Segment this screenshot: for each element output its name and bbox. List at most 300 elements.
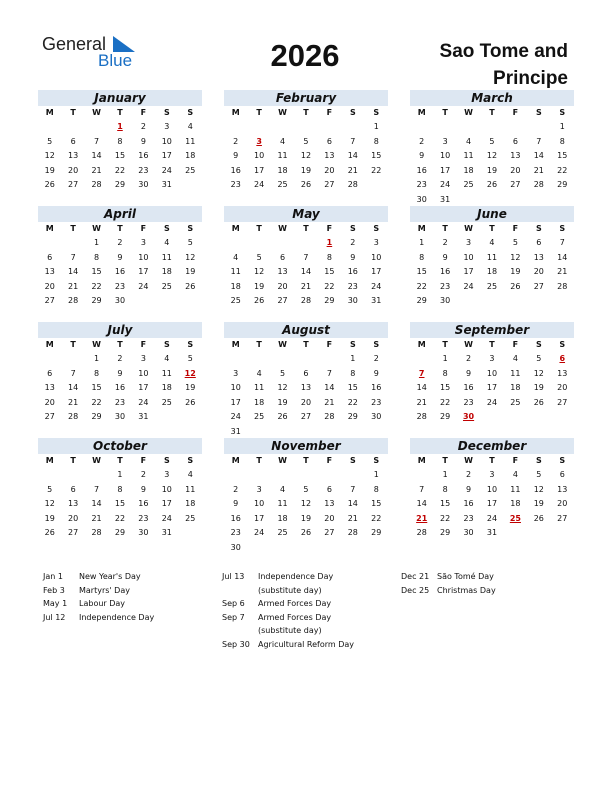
day-cell: 11 xyxy=(185,136,196,146)
holiday-date: Jul 12 xyxy=(43,612,66,622)
empty-cell xyxy=(61,236,84,251)
day-cell: 24 xyxy=(486,397,498,407)
weekday-label: W xyxy=(464,340,473,349)
day-cell: 21 xyxy=(557,267,568,276)
weekday-label: W xyxy=(278,340,287,349)
holiday-name: Armed Forces Day (substitute day) xyxy=(258,612,332,635)
holiday-column xyxy=(222,570,372,651)
day-cell: 20 xyxy=(44,397,55,407)
day-cell: 19 xyxy=(510,267,521,276)
day-cell: 5 xyxy=(47,484,53,494)
empty-cell xyxy=(294,120,317,135)
holiday-date: Dec 25 xyxy=(401,585,430,595)
day-cell: 29 xyxy=(347,412,358,421)
day-cell: 15 xyxy=(440,383,451,392)
day-cell: 21 xyxy=(91,165,102,175)
day-cell: 16 xyxy=(138,499,149,508)
day-cell: 16 xyxy=(371,383,382,392)
day-cell: 1 xyxy=(559,122,565,131)
day-cell: 24 xyxy=(254,180,265,189)
empty-cell xyxy=(294,468,317,483)
day-cell: 4 xyxy=(233,252,239,262)
day-cell: 30 xyxy=(440,296,451,305)
month-april xyxy=(38,206,202,309)
day-cell: 27 xyxy=(277,296,288,305)
holiday-name: Independence Day (substitute day) xyxy=(258,572,334,595)
day-cell: 25 xyxy=(230,296,241,305)
day-cell: 14 xyxy=(68,383,79,392)
month-july xyxy=(38,322,202,425)
day-cell: 17 xyxy=(440,165,451,175)
day-cell: 30 xyxy=(347,296,358,305)
day-cell: 9 xyxy=(117,252,123,262)
holiday-date: May 1 xyxy=(43,599,68,608)
holiday-name: Armed Forces Day xyxy=(258,599,332,608)
weekday-label: T xyxy=(256,340,262,349)
day-cell: 16 xyxy=(230,165,241,175)
day-cell: 20 xyxy=(533,267,544,276)
day-cell: 20 xyxy=(510,165,521,175)
holiday-day-cell: 25 xyxy=(509,513,521,523)
day-cell: 14 xyxy=(68,267,79,276)
weekday-label: M xyxy=(45,340,54,349)
weekday-label: F xyxy=(140,224,147,233)
weekday-label: S xyxy=(163,224,170,233)
day-cell: 23 xyxy=(138,513,149,523)
day-cell: 27 xyxy=(44,296,55,305)
day-cell: 25 xyxy=(486,281,498,291)
day-cell: 6 xyxy=(303,368,309,378)
day-cell: 7 xyxy=(94,136,100,146)
day-cell: 13 xyxy=(324,151,335,160)
day-cell: 11 xyxy=(254,383,265,392)
day-cell: 12 xyxy=(533,484,544,494)
day-cell: 3 xyxy=(140,238,146,247)
day-cell: 8 xyxy=(94,252,100,262)
month-days-grid xyxy=(38,106,202,193)
day-cell: 14 xyxy=(533,151,544,160)
day-cell: 15 xyxy=(371,499,382,508)
day-cell: 20 xyxy=(324,165,335,175)
weekday-label: T xyxy=(70,456,76,465)
empty-cell xyxy=(457,120,480,135)
empty-cell xyxy=(294,352,317,367)
day-cell: 20 xyxy=(557,499,568,508)
day-cell: 5 xyxy=(187,238,193,247)
day-cell: 3 xyxy=(373,238,379,247)
month-header: February xyxy=(224,90,388,106)
day-cell: 11 xyxy=(463,151,474,160)
day-cell: 15 xyxy=(347,383,358,392)
month-header: September xyxy=(410,322,574,338)
holiday-entry xyxy=(401,570,561,584)
day-cell: 27 xyxy=(510,180,521,189)
day-cell: 29 xyxy=(324,296,335,305)
day-cell: 11 xyxy=(161,252,172,262)
day-cell: 28 xyxy=(68,296,79,305)
day-cell: 12 xyxy=(510,252,521,262)
day-cell: 11 xyxy=(161,368,172,378)
day-cell: 28 xyxy=(324,412,335,421)
day-cell: 9 xyxy=(373,368,379,378)
day-cell: 15 xyxy=(114,151,126,160)
day-cell: 12 xyxy=(277,383,288,392)
weekday-label: S xyxy=(535,108,542,117)
empty-cell xyxy=(318,120,341,135)
day-cell: 8 xyxy=(419,252,425,262)
day-cell: 3 xyxy=(256,484,262,494)
empty-cell xyxy=(410,352,433,367)
day-cell: 18 xyxy=(486,267,498,276)
day-cell: 9 xyxy=(233,499,239,508)
day-cell: 23 xyxy=(230,180,241,189)
day-cell: 8 xyxy=(559,136,565,146)
day-cell: 18 xyxy=(510,499,521,508)
weekday-label: W xyxy=(464,108,473,117)
day-cell: 29 xyxy=(440,412,451,421)
day-cell: 22 xyxy=(114,165,126,175)
day-cell: 8 xyxy=(117,484,123,494)
day-cell: 13 xyxy=(510,151,521,160)
weekday-label: T xyxy=(70,224,76,233)
day-cell: 23 xyxy=(371,397,382,407)
day-cell: 19 xyxy=(533,383,544,392)
day-cell: 4 xyxy=(280,136,286,146)
weekday-label: S xyxy=(187,108,194,117)
holiday-name: Independence Day xyxy=(79,612,155,622)
day-cell: 6 xyxy=(326,136,332,146)
day-cell: 16 xyxy=(463,499,474,508)
empty-cell xyxy=(271,468,294,483)
day-cell: 21 xyxy=(533,165,544,175)
day-cell: 21 xyxy=(68,397,79,407)
day-cell: 9 xyxy=(117,368,123,378)
weekday-label: S xyxy=(349,456,356,465)
logo-triangle-icon xyxy=(113,36,135,52)
day-cell: 10 xyxy=(161,484,172,494)
weekday-label: M xyxy=(417,108,426,117)
weekday-label: W xyxy=(278,108,287,117)
day-cell: 11 xyxy=(230,267,241,276)
empty-cell xyxy=(247,468,270,483)
day-cell: 29 xyxy=(416,296,427,305)
weekday-label: M xyxy=(45,224,54,233)
day-cell: 4 xyxy=(187,470,193,479)
empty-cell xyxy=(38,352,61,367)
weekday-label: F xyxy=(326,340,333,349)
day-cell: 2 xyxy=(117,238,123,247)
day-cell: 6 xyxy=(47,252,53,262)
month-header: March xyxy=(410,90,574,106)
day-cell: 2 xyxy=(233,136,239,146)
day-cell: 9 xyxy=(442,252,448,262)
day-cell: 8 xyxy=(350,368,356,378)
day-cell: 12 xyxy=(185,252,196,262)
day-cell: 13 xyxy=(44,267,55,276)
day-cell: 30 xyxy=(230,542,241,552)
day-cell: 27 xyxy=(68,528,79,537)
day-cell: 7 xyxy=(350,136,356,146)
day-cell: 16 xyxy=(440,267,451,276)
day-cell: 2 xyxy=(442,238,448,247)
day-cell: 14 xyxy=(416,383,427,392)
weekday-label: M xyxy=(417,340,426,349)
day-cell: 11 xyxy=(277,151,288,160)
day-cell: 14 xyxy=(300,267,312,276)
day-cell: 27 xyxy=(300,412,312,421)
day-cell: 9 xyxy=(419,151,425,160)
day-cell: 2 xyxy=(419,136,425,146)
day-cell: 24 xyxy=(161,513,172,523)
day-cell: 30 xyxy=(114,296,126,305)
day-cell: 14 xyxy=(324,383,335,392)
day-cell: 10 xyxy=(230,383,241,392)
day-cell: 6 xyxy=(70,136,76,146)
day-cell: 25 xyxy=(277,528,288,537)
day-cell: 15 xyxy=(371,151,382,160)
day-cell: 19 xyxy=(277,397,288,407)
day-cell: 26 xyxy=(510,281,521,291)
day-cell: 24 xyxy=(486,513,498,523)
day-cell: 17 xyxy=(161,499,172,508)
day-cell: 25 xyxy=(185,165,196,175)
weekday-label: F xyxy=(326,456,333,465)
day-cell: 7 xyxy=(419,484,425,494)
weekday-label: W xyxy=(92,108,101,117)
empty-cell xyxy=(224,120,247,135)
day-cell: 6 xyxy=(326,484,332,494)
day-cell: 6 xyxy=(47,368,53,378)
day-cell: 9 xyxy=(233,151,239,160)
day-cell: 18 xyxy=(161,267,172,276)
day-cell: 10 xyxy=(463,252,474,262)
day-cell: 28 xyxy=(416,528,427,537)
holiday-entry xyxy=(222,570,372,597)
month-days-grid xyxy=(38,222,202,309)
day-cell: 17 xyxy=(254,165,265,175)
weekday-label: S xyxy=(535,456,542,465)
weekday-label: F xyxy=(326,108,333,117)
weekday-label: S xyxy=(535,224,542,233)
weekday-label: S xyxy=(559,456,566,465)
day-cell: 8 xyxy=(117,136,123,146)
day-cell: 15 xyxy=(324,267,335,276)
day-cell: 1 xyxy=(117,470,123,479)
month-november xyxy=(224,438,388,555)
empty-cell xyxy=(61,468,84,483)
weekday-label: S xyxy=(559,340,566,349)
day-cell: 3 xyxy=(233,368,239,378)
weekday-label: M xyxy=(231,108,240,117)
weekday-label: W xyxy=(278,224,287,233)
month-may xyxy=(224,206,388,309)
holiday-column xyxy=(43,570,203,624)
day-cell: 7 xyxy=(94,484,100,494)
day-cell: 7 xyxy=(303,252,309,262)
day-cell: 24 xyxy=(463,281,474,291)
day-cell: 13 xyxy=(68,151,79,160)
day-cell: 13 xyxy=(557,484,568,494)
day-cell: 7 xyxy=(326,368,332,378)
day-cell: 11 xyxy=(510,368,521,378)
day-cell: 13 xyxy=(277,267,288,276)
day-cell: 6 xyxy=(512,136,518,146)
holiday-date: Feb 3 xyxy=(43,585,65,595)
day-cell: 1 xyxy=(442,470,448,479)
weekday-label: W xyxy=(92,340,101,349)
day-cell: 27 xyxy=(557,513,568,523)
day-cell: 30 xyxy=(463,528,474,537)
day-cell: 17 xyxy=(463,267,474,276)
day-cell: 1 xyxy=(442,354,448,363)
day-cell: 26 xyxy=(300,528,312,537)
day-cell: 25 xyxy=(510,397,521,407)
day-cell: 14 xyxy=(347,151,358,160)
day-cell: 1 xyxy=(419,238,425,247)
day-cell: 28 xyxy=(533,180,544,189)
day-cell: 9 xyxy=(466,484,472,494)
day-cell: 30 xyxy=(371,412,382,421)
day-cell: 18 xyxy=(254,397,265,407)
day-cell: 19 xyxy=(486,165,498,175)
day-cell: 27 xyxy=(68,180,79,189)
day-cell: 30 xyxy=(416,194,427,204)
day-cell: 2 xyxy=(117,354,123,363)
holiday-entry xyxy=(43,611,203,625)
month-days-grid xyxy=(410,454,574,541)
empty-cell xyxy=(61,120,84,135)
weekday-label: M xyxy=(231,456,240,465)
day-cell: 4 xyxy=(280,484,286,494)
day-cell: 8 xyxy=(442,484,448,494)
holiday-day-cell: 3 xyxy=(256,136,262,146)
day-cell: 15 xyxy=(91,383,102,392)
holiday-day-cell: 6 xyxy=(559,354,566,363)
day-cell: 20 xyxy=(68,513,79,523)
holiday-day-cell: 7 xyxy=(418,368,425,378)
weekday-label: T xyxy=(489,224,495,233)
empty-cell xyxy=(271,236,294,251)
day-cell: 18 xyxy=(185,151,196,160)
holiday-entry xyxy=(43,584,203,598)
weekday-label: T xyxy=(442,224,448,233)
holiday-date: Sep 7 xyxy=(222,612,245,622)
weekday-label: S xyxy=(373,456,380,465)
day-cell: 4 xyxy=(164,354,170,363)
logo-blue-text: Blue xyxy=(98,51,133,70)
day-cell: 22 xyxy=(371,165,382,175)
day-cell: 27 xyxy=(533,281,544,291)
day-cell: 24 xyxy=(254,528,265,537)
day-cell: 28 xyxy=(557,281,568,291)
day-cell: 29 xyxy=(91,412,102,421)
logo xyxy=(42,34,142,74)
day-cell: 23 xyxy=(138,165,149,175)
day-cell: 2 xyxy=(140,470,146,479)
weekday-label: T xyxy=(70,108,76,117)
day-cell: 19 xyxy=(300,165,312,175)
month-header: May xyxy=(224,206,388,222)
day-cell: 14 xyxy=(557,252,568,262)
day-cell: 19 xyxy=(44,165,55,175)
day-cell: 28 xyxy=(300,296,312,305)
day-cell: 17 xyxy=(371,267,382,276)
day-cell: 1 xyxy=(94,354,100,363)
day-cell: 2 xyxy=(140,122,146,131)
day-cell: 13 xyxy=(557,368,568,378)
empty-cell xyxy=(247,352,270,367)
day-cell: 28 xyxy=(68,412,79,421)
day-cell: 14 xyxy=(347,499,358,508)
day-cell: 23 xyxy=(463,397,474,407)
day-cell: 16 xyxy=(138,151,149,160)
weekday-label: T xyxy=(489,108,495,117)
day-cell: 2 xyxy=(350,238,356,247)
weekday-label: M xyxy=(417,456,426,465)
day-cell: 29 xyxy=(440,528,451,537)
weekday-label: T xyxy=(256,108,262,117)
country-title: Sao Tome and Principe xyxy=(439,41,568,89)
holiday-entry xyxy=(222,597,372,611)
year-title: 2026 xyxy=(270,38,340,73)
day-cell: 5 xyxy=(536,470,542,479)
month-days-grid xyxy=(224,222,388,309)
day-cell: 1 xyxy=(373,122,379,131)
day-cell: 28 xyxy=(347,180,358,189)
month-days-grid xyxy=(224,338,388,439)
day-cell: 17 xyxy=(486,499,498,508)
day-cell: 26 xyxy=(44,180,55,189)
day-cell: 8 xyxy=(373,484,379,494)
holiday-entry xyxy=(43,597,203,611)
day-cell: 4 xyxy=(512,354,518,363)
weekday-label: T xyxy=(442,340,448,349)
weekday-label: T xyxy=(303,108,309,117)
empty-cell xyxy=(480,120,503,135)
day-cell: 7 xyxy=(559,238,565,247)
weekday-label: S xyxy=(373,224,380,233)
month-days-grid xyxy=(410,222,574,309)
day-cell: 31 xyxy=(486,528,498,537)
day-cell: 26 xyxy=(533,513,544,523)
weekday-label: S xyxy=(559,224,566,233)
weekday-label: F xyxy=(512,340,519,349)
day-cell: 22 xyxy=(347,397,358,407)
day-cell: 7 xyxy=(350,484,356,494)
day-cell: 22 xyxy=(91,281,102,291)
day-cell: 31 xyxy=(230,426,241,436)
day-cell: 16 xyxy=(114,267,126,276)
empty-cell xyxy=(410,468,433,483)
day-cell: 5 xyxy=(280,368,286,378)
month-days-grid xyxy=(224,106,388,193)
weekday-label: S xyxy=(187,224,194,233)
day-cell: 5 xyxy=(512,238,518,247)
day-cell: 10 xyxy=(254,151,265,160)
day-cell: 9 xyxy=(466,368,472,378)
day-cell: 30 xyxy=(114,412,126,421)
day-cell: 26 xyxy=(254,296,265,305)
day-cell: 10 xyxy=(254,499,265,508)
day-cell: 5 xyxy=(489,136,495,146)
month-june xyxy=(410,206,574,309)
day-cell: 28 xyxy=(416,412,427,421)
weekday-label: M xyxy=(231,224,240,233)
day-cell: 5 xyxy=(303,136,309,146)
weekday-label: S xyxy=(163,456,170,465)
day-cell: 24 xyxy=(440,180,451,189)
month-days-grid xyxy=(224,454,388,555)
